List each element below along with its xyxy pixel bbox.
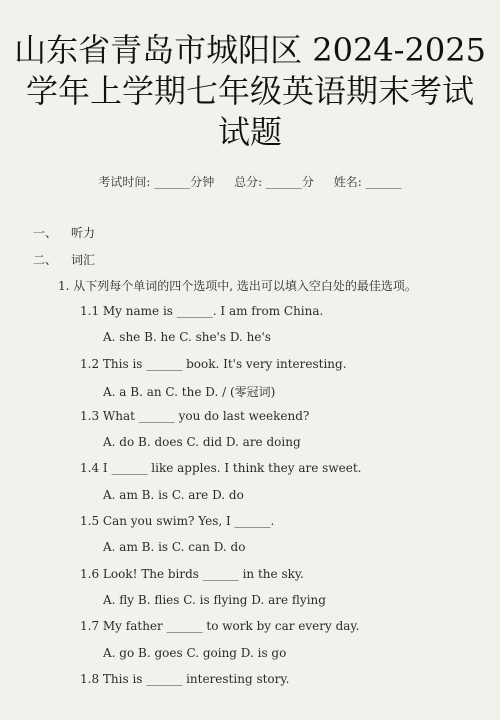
options-1-5: A. am B. is C. can D. do [103,540,246,554]
exam-name: 姓名: ______ [333,175,402,189]
title-line-3: 试题 [217,113,282,151]
question-1-2: 1.2 This is ______ book. It's very interesting. [80,357,347,371]
options-1-3: A. do B. does C. did D. are doing [103,435,301,449]
instruction: 1. 从下列每个单词的四个选项中, 选出可以填入空白处的最佳选项。 [58,279,417,293]
question-1-7: 1.7 My father ______ to work by car every day. [80,619,360,633]
options-1-4: A. am B. is C. are D. do [103,488,244,502]
options-1-1: A. she B. he C. she's D. he's [103,330,271,344]
options-1-2: A. a B. an C. the D. / (零冠词) [103,385,276,399]
question-1-6: 1.6 Look! The birds ______ in the sky. [80,567,304,581]
section-number: 一、 [33,226,58,240]
exam-time: 考试时间: ______分钟 [98,175,215,189]
question-1-1: 1.1 My name is ______. I am from China. [80,304,324,318]
exam-score: 总分: ______分 [234,175,314,189]
options-1-6: A. fly B. flies C. is flying D. are flying [103,593,326,607]
section-listening [33,224,95,241]
exam-title [0,30,500,153]
title-line-1: 山东省青岛市城阳区 2024-2025 [14,31,486,69]
section-number: 二、 [33,253,58,267]
question-1-3: 1.3 What ______ you do last weekend? [80,409,310,423]
exam-meta [0,173,500,190]
question-1-5: 1.5 Can you swim? Yes, I ______. [80,514,275,528]
section-vocabulary [33,251,95,268]
section-label: 听力 [71,226,96,240]
question-1-8: 1.8 This is ______ interesting story. [80,672,290,686]
section-label: 词汇 [71,253,96,267]
options-1-7: A. go B. goes C. going D. is go [103,646,287,660]
title-line-2: 学年上学期七年级英语期末考试 [25,72,474,110]
question-1-4: 1.4 I ______ like apples. I think they are sweet. [80,461,362,475]
